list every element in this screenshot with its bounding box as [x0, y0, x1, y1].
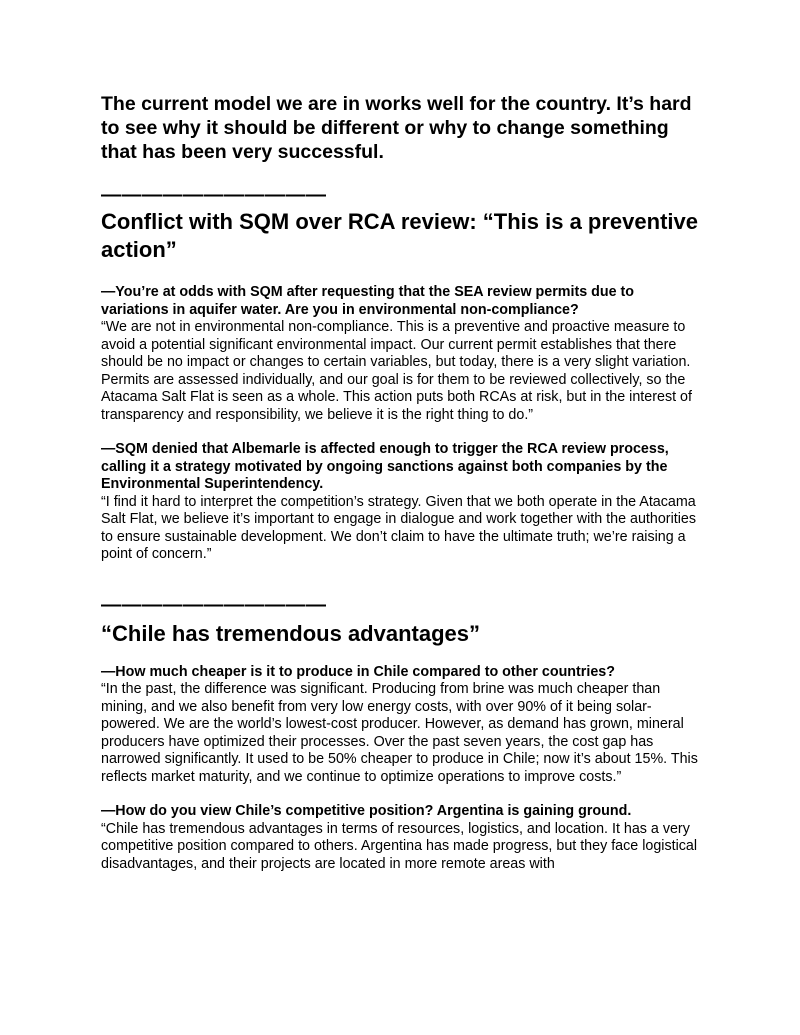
interview-answer: “We are not in environmental non-compliance. This is a preventive and proactive measure to avoid a potential significant environmental impact. Our current permit establishes that there should be no impact or changes to certain variables, but today, there is a very slight variation. Permits are assessed individually, and our goal is for them to be reviewed collectively, so the Atacama Salt Flat is seen as a whole. This action puts both RCAs at risk, but in the interest of transparency and responsibility, we believe it is the right thing to do.”: [101, 319, 692, 423]
lead-paragraph: The current model we are in works well for the country. It’s hard to see why it should be different or why to change something that has been very successful.: [101, 93, 692, 163]
qa-block: [101, 803, 701, 873]
interview-answer: “In the past, the difference was significant. Producing from brine was much cheaper than mining, and we also benefit from very low energy costs, with over 90% of it being solar-powered. We are the world’s lowest-cost producer. However, as demand has grown, mineral producers have optimized their processes. Over the past seven years, the cost gap has narrowed significantly. It used to be 50% cheaper to produce in Chile; now it’s about 15%. This reflects market maturity, and we continue to optimize operations to improve costs.”: [101, 681, 698, 785]
qa-block: [101, 441, 701, 564]
interview-answer: “I find it hard to interpret the competition’s strategy. Given that we both operate in the Atacama Salt Flat, we believe it’s important to engage in dialogue and work together with the authorities to ensure sustainable development. We don’t claim to have the ultimate truth; we’re raising a point of concern.”: [101, 493, 696, 562]
qa-block: [101, 664, 701, 787]
interview-answer: “Chile has tremendous advantages in terms of resources, logistics, and location. It has a very competitive position compared to others. Argentina has made progress, but they face logistical disadvantages, and their projects are located in more remote areas with: [101, 820, 698, 872]
interview-question: —SQM denied that Albemarle is affected enough to trigger the RCA review process, calling it a strategy motivated by ongoing sanctions against both companies by the Environmental Superintendency.: [101, 441, 669, 492]
section-divider: ———————————: [101, 593, 327, 616]
interview-question: —How do you view Chile’s competitive position? Argentina is gaining ground.: [101, 803, 632, 819]
section-chile-advantages: [101, 594, 701, 874]
section-heading: “Chile has tremendous advantages”: [101, 620, 480, 646]
section-conflict-sqm: [101, 184, 701, 564]
interview-question: —How much cheaper is it to produce in Chile compared to other countries?: [101, 663, 615, 680]
section-heading: Conflict with SQM over RCA review: “This is a preventive action”: [101, 209, 698, 262]
section-divider: ———————————: [101, 184, 327, 206]
document-page: [101, 92, 701, 873]
qa-block: [101, 284, 701, 424]
interview-question: —You’re at odds with SQM after requesting that the SEA review permits due to variations in aquifer water. Are you in environmental non-compliance?: [101, 284, 635, 318]
